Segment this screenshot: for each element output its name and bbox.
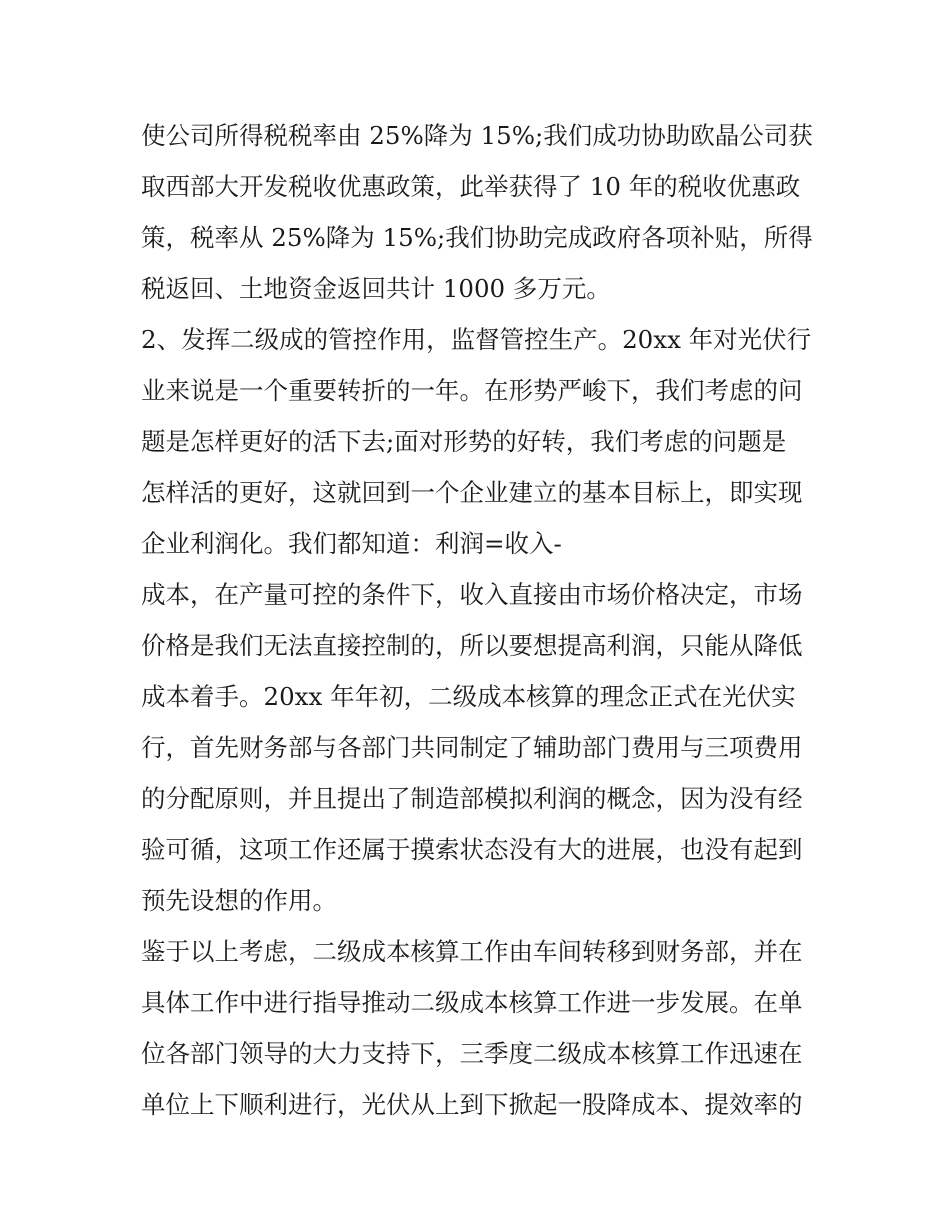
text-line: 取西部大开发税收优惠政策，此举获得了 10 年的税收优惠政 (141, 172, 801, 201)
text-line: 题是怎样更好的活下去;面对形势的好转，我们考虑的问题是 (141, 427, 787, 456)
text-line: 怎样活的更好，这就回到一个企业建立的基本目标上，即实现 (141, 478, 803, 507)
text-line: 策，税率从 25%降为 15%;我们协助完成政府各项补贴，所得 (141, 223, 813, 252)
text-line: 税返回、土地资金返回共计 1000 多万元。 (141, 274, 611, 303)
text-line: 行，首先财务部与各部门共同制定了辅助部门费用与三项费用 (141, 733, 803, 762)
text-line: 单位上下顺利进行，光伏从上到下掀起一股降成本、提效率的 (141, 1090, 803, 1119)
text-line: 业来说是一个重要转折的一年。在形势严峻下，我们考虑的问 (141, 376, 803, 405)
text-line: 成本着手。20xx 年年初，二级成本核算的理念正式在光伏实 (141, 682, 796, 711)
text-line: 鉴于以上考虑，二级成本核算工作由车间转移到财务部，并在 (141, 937, 803, 966)
text-line: 的分配原则，并且提出了制造部模拟利润的概念，因为没有经 (141, 784, 803, 813)
text-line: 价格是我们无法直接控制的，所以要想提高利润，只能从降低 (141, 631, 803, 660)
text-line: 2、发挥二级成的管控作用，监督管控生产。20xx 年对光伏行 (141, 325, 812, 354)
text-line: 企业利润化。我们都知道：利润=收入- (141, 529, 562, 558)
text-line: 成本，在产量可控的条件下，收入直接由市场价格决定，市场 (141, 580, 803, 609)
text-line: 使公司所得税税率由 25%降为 15%;我们成功协助欧晶公司获 (141, 121, 813, 150)
text-line: 具体工作中进行指导推动二级成本核算工作进一步发展。在单 (141, 988, 803, 1017)
text-line: 预先设想的作用。 (141, 886, 337, 915)
body-text (141, 110, 821, 1130)
text-line: 位各部门领导的大力支持下，三季度二级成本核算工作迅速在 (141, 1039, 803, 1068)
text-line: 验可循，这项工作还属于摸索状态没有大的进展，也没有起到 (141, 835, 803, 864)
